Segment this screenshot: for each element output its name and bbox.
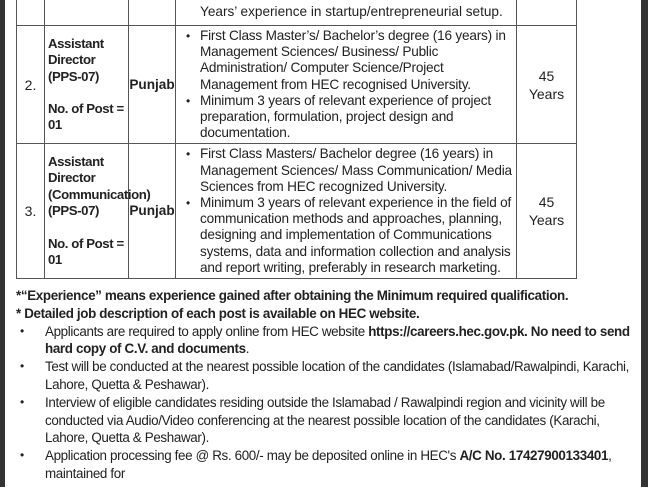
page-border-right xyxy=(641,0,648,487)
qualification-list xyxy=(176,28,512,141)
notes-section xyxy=(16,287,636,487)
age-unit: Years xyxy=(528,85,565,102)
post-title: Assistant Director xyxy=(48,154,104,186)
experience-note: *“Experience” means experience gained after obtaining the Minimum required qualification. xyxy=(16,288,569,304)
qualification-item: • First Class Masters/ Bachelor degree (16 years) in Management Sciences/ Mass Communication/ Media Sciences from HEC recognized University. xyxy=(176,146,512,195)
age-cell xyxy=(517,26,577,144)
qualification-cell xyxy=(176,0,517,26)
bullet-icon: • xyxy=(20,323,24,338)
bullet-icon: • xyxy=(20,359,24,374)
job-description-note: * Detailed job description of each post is available on HEC website. xyxy=(16,305,420,321)
instruction-item: • Applicants are required to apply online from HEC website https://careers.hec.gov.pk. No need to send hard copy of C.V. and documents. xyxy=(16,323,636,359)
advertisement-sheet xyxy=(16,0,636,487)
qualification-cell xyxy=(176,26,517,144)
post-grade: (PPS-07) xyxy=(48,68,100,84)
post-cell xyxy=(45,26,129,144)
sno-cell: 2. xyxy=(17,26,45,144)
sno-cell xyxy=(17,0,45,26)
instruction-item: • Test will be conducted at the nearest possible location of the candidates (Islamabad/Rawalpindi, Karachi, Lahore, Quetta & Peshawar). xyxy=(16,358,636,394)
domicile-cell: Punjab xyxy=(129,26,176,144)
qualification-item: • Minimum 3 years of relevant experience in the field of communication methods and approaches, planning, designing and implementation of Communications systems, data and information collection and analysis and report writing, preferably in research marketing. xyxy=(176,195,512,276)
domicile-cell xyxy=(129,0,176,26)
bullet-icon: • xyxy=(185,147,190,162)
careers-link[interactable]: https://careers.hec.gov.pk xyxy=(368,323,525,339)
bullet-icon: • xyxy=(20,448,24,463)
age-unit: Years xyxy=(528,212,565,229)
post-cell xyxy=(45,0,129,26)
domicile-cell: Punjab xyxy=(129,144,176,279)
no-of-posts: No. of Post = 01 xyxy=(48,235,124,268)
no-of-posts: No. of Post = 01 xyxy=(48,100,124,133)
instruction-item: • Interview of eligible candidates residing outside the Islamabad / Rawalpindi region and vicinity will be conducted via Audio/Video conferencing at the nearest possible location of the candidates (Karachi, Lahore, Quetta & Peshawar). xyxy=(16,394,636,447)
account-number: A/C No. 17427900133401 xyxy=(459,448,609,464)
previous-row-tail: Years’ experience in startup/entrepreneurial setup. xyxy=(200,4,503,19)
qualification-item: • First Class Master’s/ Bachelor’s degree (16 years) in Management Sciences/ Business/ Public Administration/ Computer Science/Project Management from HEC recognised University. xyxy=(176,28,512,93)
age-value: 45 xyxy=(538,194,555,211)
sno-cell: 3. xyxy=(17,144,45,279)
table-row-previous xyxy=(17,0,577,26)
bullet-icon: • xyxy=(185,29,190,43)
age-cell xyxy=(517,0,577,26)
table-row xyxy=(17,144,577,279)
post-grade: (PPS-07) xyxy=(48,203,100,219)
posts-table xyxy=(16,0,577,279)
post-title: Assistant Director xyxy=(48,35,104,68)
age-value: 45 xyxy=(538,67,555,84)
qualification-item: • Minimum 3 years of relevant experience of project preparation, formulation, project design and documentation. xyxy=(176,93,512,142)
post-department: (Communication) xyxy=(48,186,151,202)
age-cell xyxy=(517,144,577,279)
table-row xyxy=(17,26,577,144)
bullet-icon: • xyxy=(20,394,24,409)
instruction-item: • Application processing fee @ Rs. 600/- may be deposited online in HEC's A/C No. 17427900133401, maintained for xyxy=(16,447,636,483)
qualification-list xyxy=(176,146,512,276)
bullet-icon: • xyxy=(185,196,190,211)
instructions-list xyxy=(16,323,636,483)
post-cell xyxy=(45,144,151,279)
bullet-icon: • xyxy=(185,93,190,108)
qualification-cell xyxy=(176,144,517,279)
page-border-left xyxy=(0,0,5,487)
